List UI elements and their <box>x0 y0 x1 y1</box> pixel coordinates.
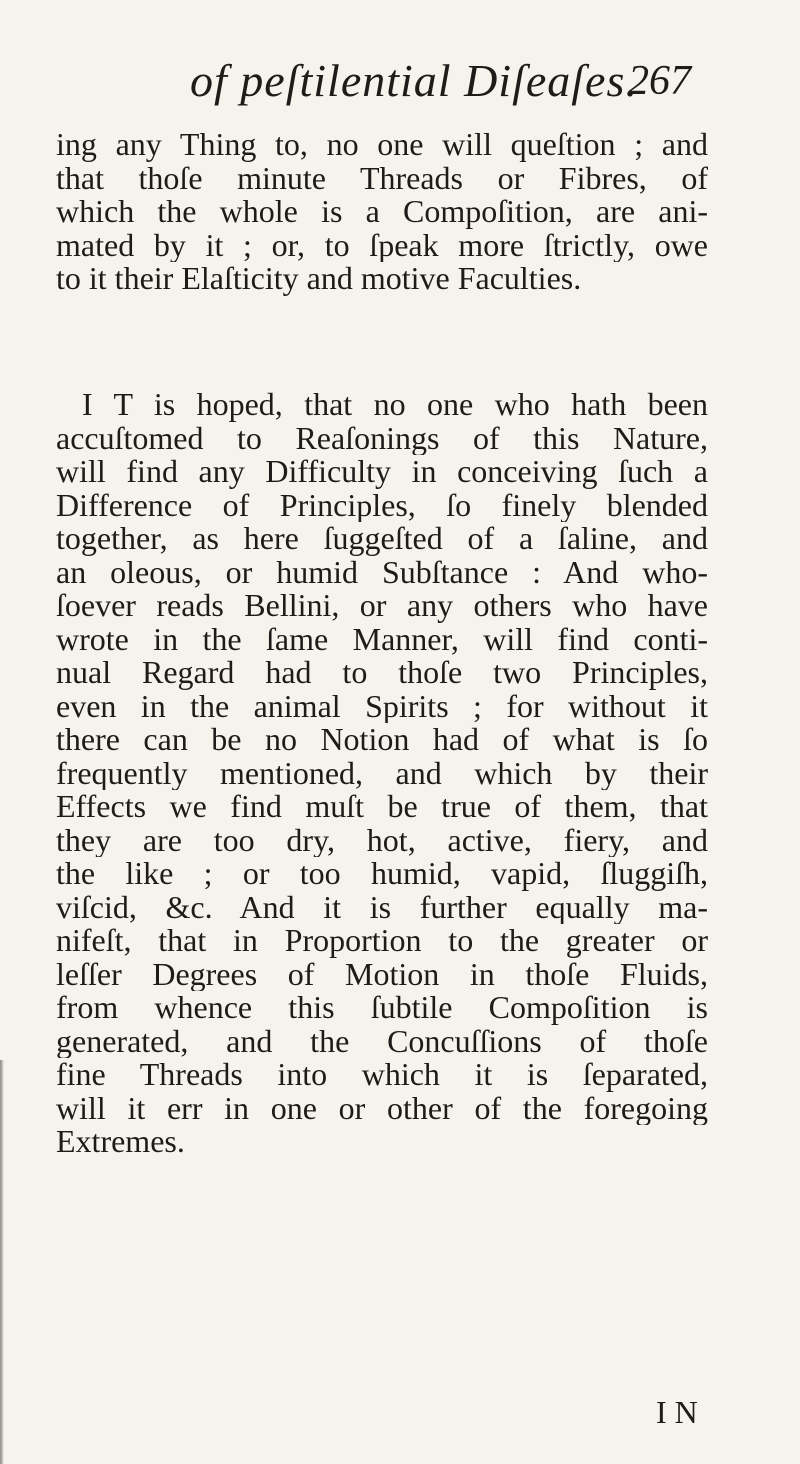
text-line: an oleous, or humid Subſtance : And who- <box>56 555 708 589</box>
page-header <box>0 54 800 108</box>
paragraph-2 <box>56 388 708 1159</box>
text-line: nifeſt, that in Proportion to the greater or <box>56 924 708 958</box>
text-line: from whence this ſubtile Compoſition is <box>56 991 708 1025</box>
text-line: leſſer Degrees of Motion in thoſe Fluids, <box>56 957 708 991</box>
text-line: fine Threads into which it is ſeparated, <box>56 1058 708 1092</box>
text-line: generated, and the Concuſſions of thoſe <box>56 1024 708 1058</box>
text-line: the like ; or too humid, vapid, ſluggiſh, <box>56 857 708 891</box>
page-number: 267 <box>628 58 691 104</box>
text-line: they are too dry, hot, active, fiery, and <box>56 823 708 857</box>
text-line: that thoſe minute Threads or Fibres, of <box>56 161 708 195</box>
text-line: which the whole is a Compoſition, are ani- <box>56 195 708 229</box>
paragraph-1 <box>56 128 708 296</box>
text-line: I T is hoped, that no one who hath been <box>82 388 708 422</box>
text-line: mated by it ; or, to ſpeak more ſtrictly, owe <box>56 228 708 262</box>
text-line: together, as here ſuggeſted of a ſaline, and <box>56 522 708 556</box>
text-line: will find any Difficulty in conceiving ſuch a <box>56 455 708 489</box>
catchword: I N <box>656 1394 698 1430</box>
text-line: there can be no Notion had of what is ſo <box>56 723 708 757</box>
text-line: Extremes. <box>56 1125 185 1159</box>
text-line: frequently mentioned, and which by their <box>56 756 708 790</box>
binding-edge <box>0 1060 4 1464</box>
text-line: wrote in the ſame Manner, will find conti- <box>56 622 708 656</box>
text-line: Difference of Principles, ſo finely blended <box>56 488 708 522</box>
text-line: to it their Elaſticity and motive Faculties. <box>56 262 582 296</box>
text-line: accuſtomed to Reaſonings of this Nature, <box>56 421 708 455</box>
text-line: will it err in one or other of the foregoing <box>56 1091 708 1125</box>
running-title: of peſtilential Diſeaſes. <box>190 55 638 106</box>
text-line: ing any Thing to, no one will queſtion ; and <box>56 128 708 162</box>
text-line: Effects we find muſt be true of them, that <box>56 790 708 824</box>
text-line: nual Regard had to thoſe two Principles, <box>56 656 708 690</box>
text-line: even in the animal Spirits ; for without it <box>56 689 708 723</box>
text-line: ſoever reads Bellini, or any others who have <box>56 589 708 623</box>
text-line: viſcid, &c. And it is further equally ma- <box>56 890 708 924</box>
